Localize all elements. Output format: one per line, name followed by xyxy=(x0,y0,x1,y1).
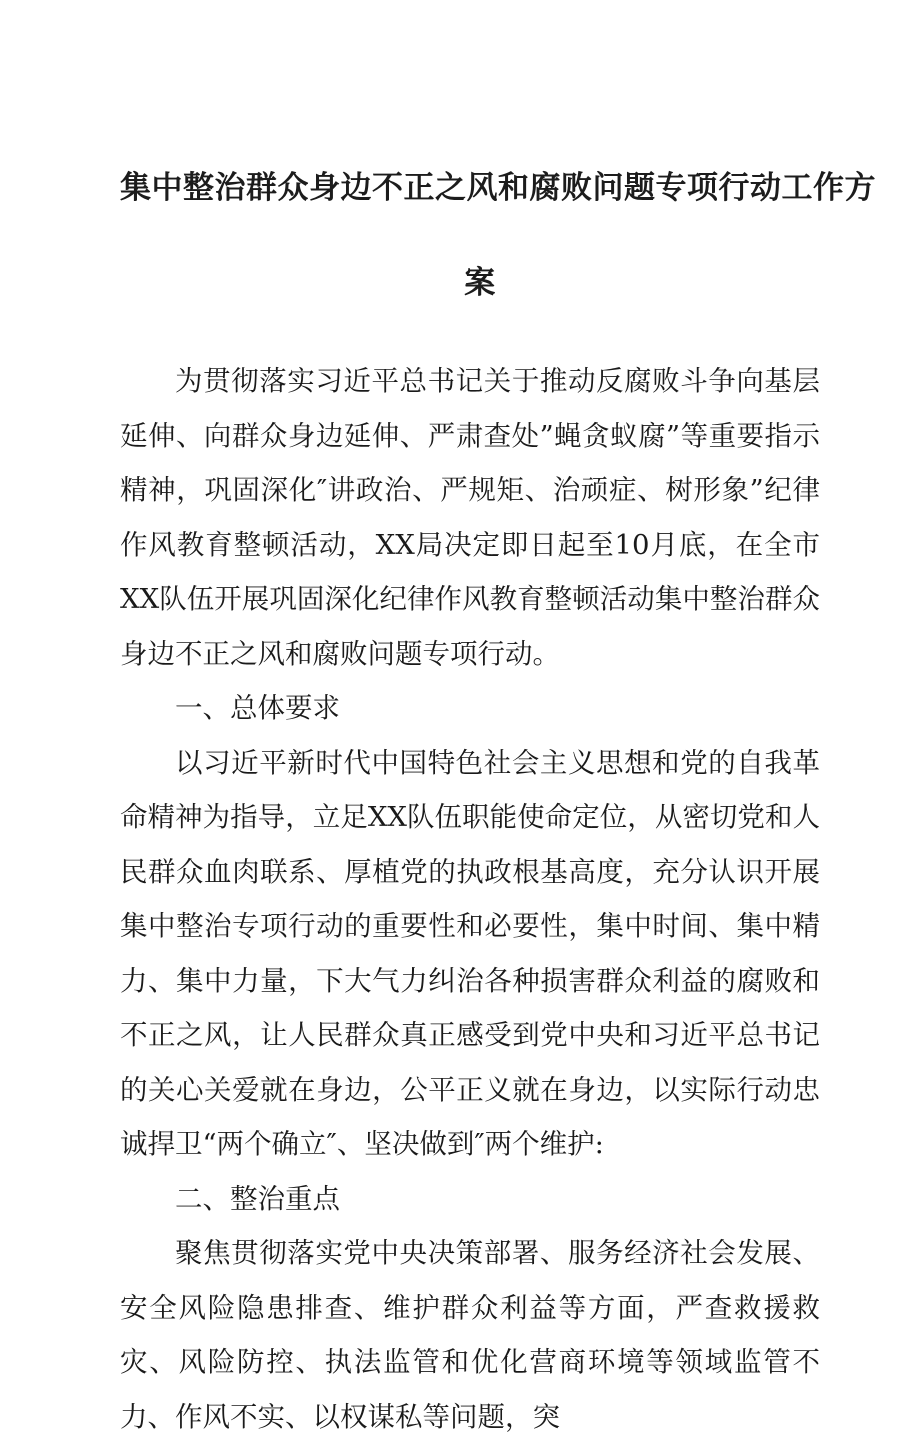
general-requirements-paragraph: 以习近平新时代中国特色社会主义思想和党的自我革命精神为指导，立足XX队伍职能使命定位，从密切党和人民群众血肉联系、厚植党的执政根基高度，充分认识开展集中整治专项行动的重要性和必要性，集中时间、集中精力、集中力量，下大气力纠治各种损害群众利益的腐败和不正之风，让人民群众真正感受到党中央和习近平总书记的关心关爱就在身边，公平正义就在身边，以实际行动忠诚捍卫“两个确立″、坚决做到″两个维护: xyxy=(120,746,820,1160)
intro-paragraph: 为贯彻落实习近平总书记关于推动反腐败斗争向基层延伸、向群众身边延伸、严肃查处”蝇贪蚁腐”等重要指示精神，巩固深化″讲政治、严规矩、治顽症、树形象”纪律作风教育整顿活动，XX局决定即日起至10月底，在全市XX队伍开展巩固深化纪律作风教育整顿活动集中整治群众身边不正之风和腐败问题专项行动。 xyxy=(120,365,820,670)
document-title-line-1: 集中整治群众身边不正之风和腐败问题专项行动工作方 xyxy=(120,170,876,206)
document-title-line-2: 案 xyxy=(464,265,496,301)
section-heading-general-requirements: 一、总体要求 xyxy=(175,692,340,724)
section-heading-key-points: 二、整治重点 xyxy=(175,1182,340,1215)
document-body xyxy=(120,354,820,1444)
key-points-paragraph: 聚焦贯彻落实党中央决策部署、服务经济社会发展、安全风险隐患排查、维护群众利益等方面，严查救援救灾、风险防控、执法监管和优化营商环境等领域监管不力、作风不实、以权谋私等问题，突 xyxy=(120,1237,820,1433)
